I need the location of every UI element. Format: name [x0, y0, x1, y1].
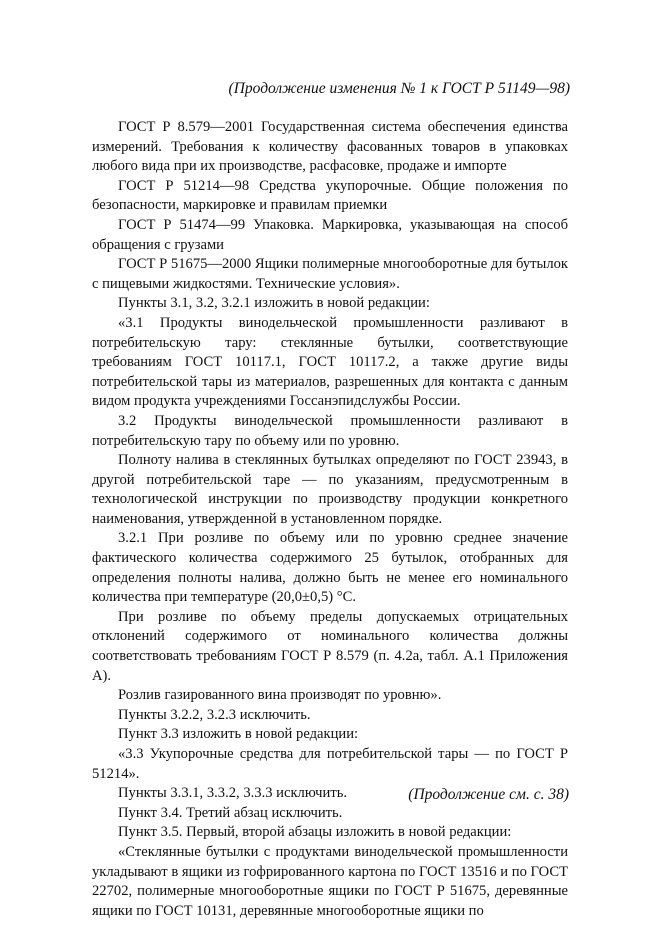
- paragraph: «Стеклянные бутылки с продуктами винодельческой промышленности укладывают в ящики из гофрированного картона по ГОСТ 13516 и по ГОСТ 22702, полимерные многооборотные ящики по ГОСТ Р 51675, деревянные ящики по ГОСТ 10131, деревянные многооборотные ящики по: [92, 843, 568, 919]
- paragraph: Пункты 3.3.1, 3.3.2, 3.3.3 исключить.: [118, 785, 348, 802]
- paragraph: 3.2.1 При розливе по объему или по уровню среднее значение фактического количества содержимого 25 бутылок, отобранных для определения полноты налива, должно быть не менее его номинального количества при температуре (20,0±0,5) °С.: [92, 530, 568, 606]
- paragraph: «3.3 Укупорочные средства для потребительской тары — по ГОСТ Р 51214».: [92, 746, 568, 782]
- paragraph: ГОСТ Р 8.579—2001 Государственная система обеспечения единства измерений. Требования к количеству фасованных товаров в упаковках любого вида при их производстве, расфасовке, продаже и импорте: [92, 119, 568, 175]
- paragraph: ГОСТ Р 51214—98 Средства укупорочные. Общие положения по безопасности, маркировке и правилам приемки: [92, 177, 568, 214]
- paragraph: Полноту налива в стеклянных бутылках определяют по ГОСТ 23943, в другой потребительской таре — по указаниям, предусмотренным в технологической инструкции по производству продукции конкретного наименования, утвержденной в установленном порядке.: [92, 452, 568, 527]
- page-header: (Продолжение изменения № 1 к ГОСТ Р 51149—98): [228, 80, 570, 97]
- paragraph: ГОСТ Р 51675—2000 Ящики полимерные многооборотные для бутылок с пищевыми жидкостями. Технические условия».: [92, 256, 568, 292]
- paragraph: Пункт 3.3 изложить в новой редакции:: [118, 726, 359, 743]
- paragraph: При розливе по объему пределы допускаемых отрицательных отклонений содержимого от номинального количества должны соответствовать требованиям ГОСТ Р 8.579 (п. 4.2а, табл. А.1 Приложения А).: [92, 608, 568, 684]
- page-footer: (Продолжение см. с. 38): [408, 786, 569, 803]
- paragraph: ГОСТ Р 51474—99 Упаковка. Маркировка, указывающая на способ обращения с грузами: [92, 216, 568, 253]
- paragraph: Пункты 3.1, 3.2, 3.2.1 изложить в новой редакции:: [118, 295, 430, 312]
- paragraph: 3.2 Продукты винодельческой промышленности разливают в потребительскую тару по объему или по уровню.: [92, 412, 568, 449]
- paragraph: Пункт 3.5. Первый, второй абзацы изложить в новой редакции:: [118, 824, 512, 841]
- paragraph: Пункты 3.2.2, 3.2.3 исключить.: [118, 706, 311, 723]
- paragraph: Пункт 3.4. Третий абзац исключить.: [118, 804, 343, 821]
- paragraph: «3.1 Продукты винодельческой промышленности разливают в потребительскую тару: стеклянные бутылки, соответствующие требованиям ГОСТ 10117.1, ГОСТ 10117.2, а также другие виды потребительской тары из материалов, разрешенных для контакта с данным видом продукта учреждениями Госсанэпидслужбы России.: [92, 314, 568, 410]
- paragraph: Розлив газированного вина производят по уровню».: [118, 687, 442, 704]
